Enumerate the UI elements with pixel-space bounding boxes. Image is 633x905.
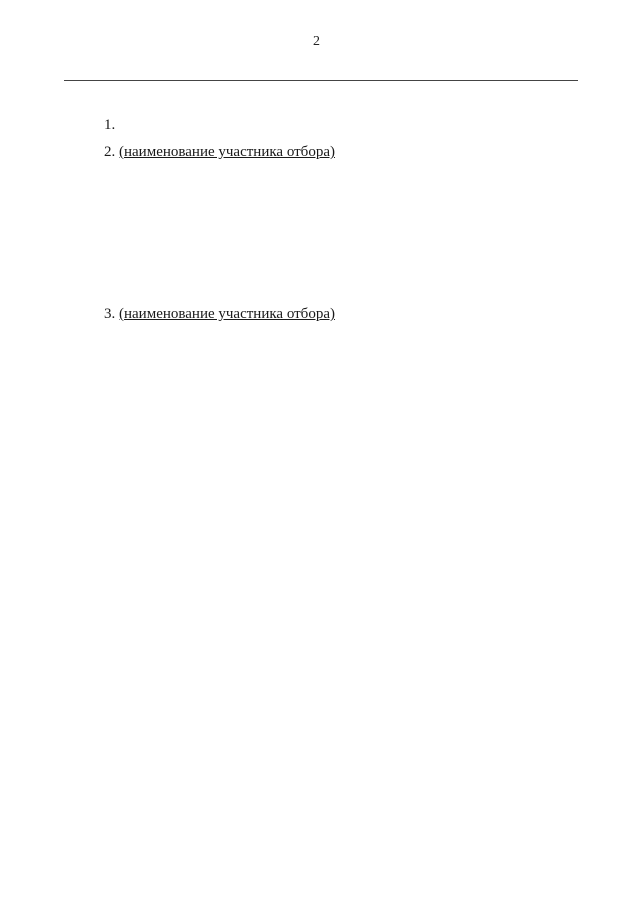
criterion-paragraph: [64, 248, 601, 273]
paragraph-number: 2.: [104, 144, 116, 160]
page-number: 2: [313, 34, 320, 49]
header-rule: [64, 80, 578, 81]
criterion-paragraph: [64, 275, 601, 300]
criterion-paragraph: [64, 167, 601, 192]
paragraph-item-2: [64, 140, 601, 165]
paragraph-number: 1.: [104, 117, 116, 133]
paragraph-item-1: [64, 113, 601, 138]
criterion-paragraph: [64, 221, 601, 246]
participant-name-placeholder: (наименование участника отбора): [119, 144, 335, 160]
body-text: [64, 86, 601, 329]
paragraph-number: 3.: [104, 306, 116, 322]
paragraph-continuation: [64, 86, 601, 111]
paragraph-item-3: [64, 302, 601, 327]
criterion-paragraph: [64, 194, 601, 219]
participant-name-placeholder: (наименование участника отбора): [119, 306, 335, 322]
